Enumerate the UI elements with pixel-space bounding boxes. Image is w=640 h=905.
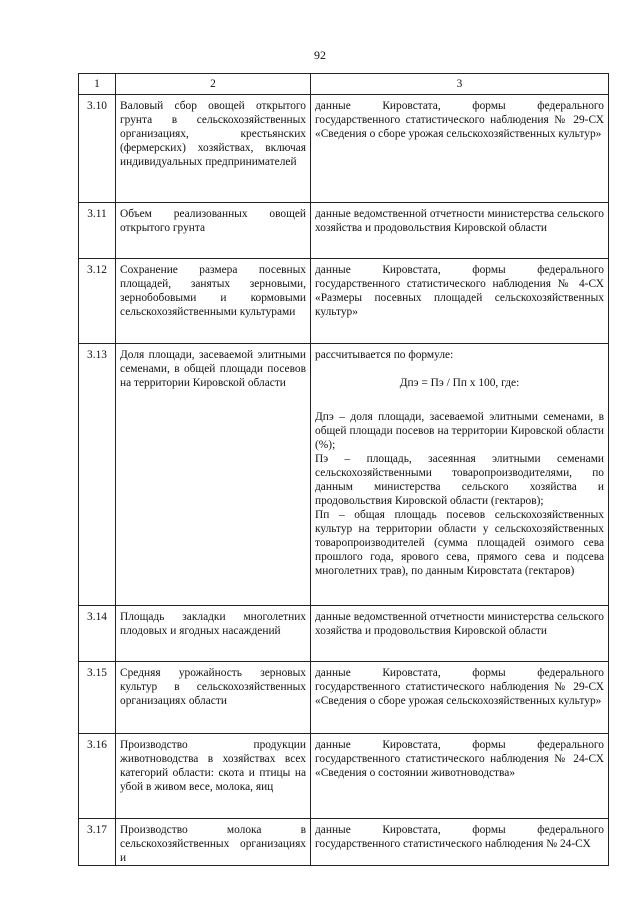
table-row <box>79 344 609 606</box>
formula-definition: Пэ – площадь, засеянная элитными семенами сельскохозяйственными товаропроизводителями, по данным министерства сельского хозяйства и продовольствия Кировской области (гектаров); <box>315 453 604 507</box>
row-number: 3.10 <box>79 95 116 203</box>
formula-intro: рассчитывается по формуле: <box>315 349 454 361</box>
indicator-name: Объем реализованных овощей открытого грунта <box>116 203 311 259</box>
table-row <box>79 662 609 734</box>
table-row <box>79 95 609 203</box>
table-row <box>79 819 609 866</box>
row-number: 3.17 <box>79 819 116 866</box>
indicator-name: Средняя урожайность зерновых культур в сельскохозяйственных организациях области <box>116 662 311 734</box>
row-number: 3.13 <box>79 344 116 606</box>
data-source: данные Кировстата, формы федерального государственного статистического наблюдения № 29-СХ «Сведения о сборе урожая сельскохозяйственных культур» <box>311 95 609 203</box>
data-source: данные ведомственной отчетности министерства сельского хозяйства и продовольствия Кировской области <box>311 203 609 259</box>
row-number: 3.12 <box>79 259 116 344</box>
column-header-indicator: 2 <box>116 74 311 95</box>
formula-definition: Дпэ – доля площади, засеваемой элитными семенами, в общей площади посевов на территории Кировской области (%); <box>315 411 604 451</box>
data-source: данные Кировстата, формы федерального государственного статистического наблюдения № 29-СХ «Сведения о сборе урожая сельскохозяйственных культур» <box>311 662 609 734</box>
indicator-name: Валовый сбор овощей открытого грунта в сельскохозяйственных организациях, крестьянских (фермерских) хозяйствах, включая индивидуальных предпринимателей <box>116 95 311 203</box>
row-number: 3.14 <box>79 606 116 662</box>
indicators-table <box>78 73 609 866</box>
data-source: данные Кировстата, формы федерального государственного статистического наблюдения № 24-СХ «Сведения о состоянии животноводства» <box>311 734 609 819</box>
table-row <box>79 203 609 259</box>
data-source: данные Кировстата, формы федерального государственного статистического наблюдения № 4-СХ «Размеры посевных площадей сельскохозяйственных культур» <box>311 259 609 344</box>
row-number: 3.15 <box>79 662 116 734</box>
data-source <box>311 344 609 606</box>
indicator-name: Площадь закладки многолетних плодовых и ягодных насаждений <box>116 606 311 662</box>
table-row <box>79 734 609 819</box>
column-header-source: 3 <box>311 74 609 95</box>
table-header-row <box>79 74 609 95</box>
row-number: 3.16 <box>79 734 116 819</box>
table-row <box>79 259 609 344</box>
data-source: данные ведомственной отчетности министерства сельского хозяйства и продовольствия Кировской области <box>311 606 609 662</box>
indicator-name: Производство молока в сельскохозяйственных организациях и <box>116 819 311 866</box>
page-number: 92 <box>314 48 326 62</box>
column-header-number: 1 <box>79 74 116 95</box>
data-source: данные Кировстата, формы федерального государственного статистического наблюдения № 24-СХ <box>311 819 609 866</box>
table-row <box>79 606 609 662</box>
indicator-name: Сохранение размера посевных площадей, занятых зерновыми, зернобобовыми и кормовыми сельскохозяйственными культурами <box>116 259 311 344</box>
indicator-name: Доля площади, засеваемой элитными семенами, в общей площади посевов на территории Кировской области <box>116 344 311 606</box>
formula: Дпэ = Пэ / Пп х 100, где: <box>399 377 520 389</box>
row-number: 3.11 <box>79 203 116 259</box>
formula-definition: Пп – общая площадь посевов сельскохозяйственных культур на территории области у сельскохозяйственных товаропроизводителей (сумма площадей озимого сева прошлого года, ярового сева, прямого сева и подсева многолетних трав), по данным Кировстата (гектаров) <box>315 509 604 577</box>
indicator-name: Производство продукции животноводства в хозяйствах всех категорий области: скота и птицы на убой в живом весе, молока, яиц <box>116 734 311 819</box>
